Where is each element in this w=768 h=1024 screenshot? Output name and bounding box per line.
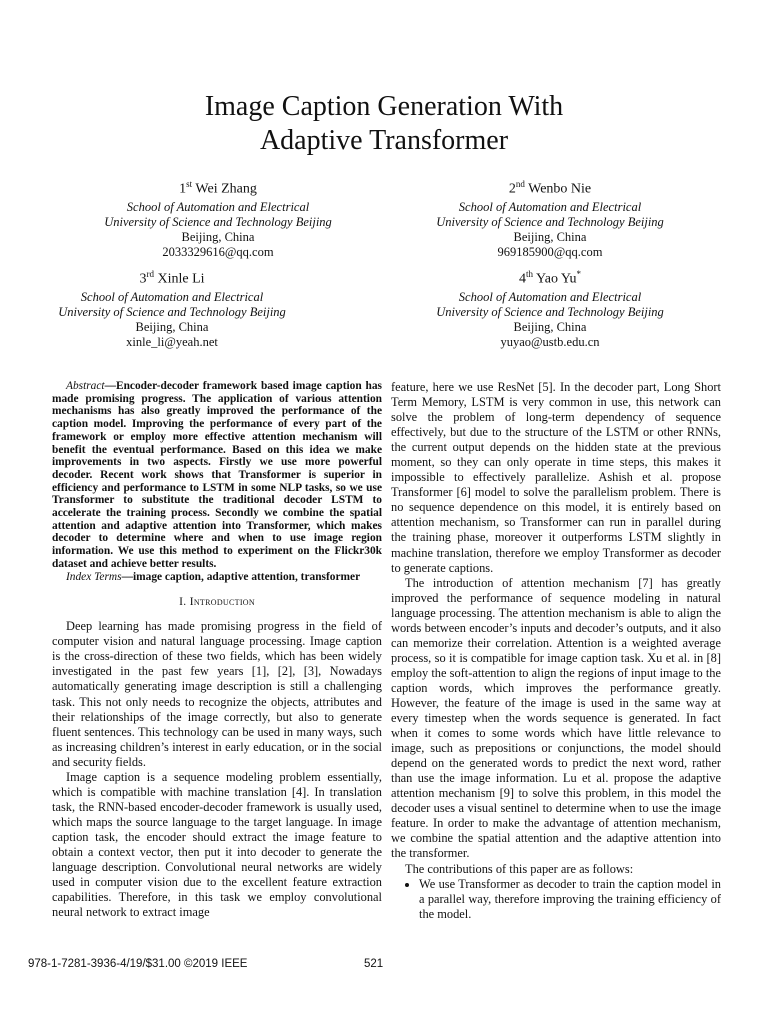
author-email: yuyao@ustb.edu.cn xyxy=(500,334,600,349)
author-affiliation-dept: School of Automation and Electrical xyxy=(458,289,642,304)
left-column xyxy=(52,380,382,920)
author-block-4 xyxy=(380,266,720,350)
abstract-lead: Abstract xyxy=(66,380,105,392)
author-affiliation-dept: School of Automation and Electrical xyxy=(80,289,264,304)
author-location: Beijing, China xyxy=(181,229,255,244)
title-line-1: Image Caption Generation With xyxy=(204,91,564,122)
author-location: Beijing, China xyxy=(513,229,587,244)
body-paragraph: feature, here we use ResNet [5]. In the decoder part, Long Short Term Memory, LSTM is very common in use, this network can solve the problem of long-term dependency of sequence effectively, but due to the structure of the LSTM or other RNNs, the current output depends on the hidden state at the previous moment, so they can only operate in time steps, this makes it impossible to effectively parallelize. Ashish et al. propose Transformer [6] model to solve the parallelism problem. There is no sequence dependence on this model, it is entirely based on attention mechanism, so Transformer can run in parallel during the training phase, moreover it outperforms LSTM slightly in machine translation, therefore we employ Transformer as decoder to generate captions. xyxy=(391,380,721,575)
title-line-2: Adaptive Transformer xyxy=(259,125,509,156)
author-email: 2033329616@qq.com xyxy=(162,244,274,259)
author-affiliation-dept: School of Automation and Electrical xyxy=(458,199,642,214)
author-affiliation-univ: University of Science and Technology Beijing xyxy=(58,304,286,319)
index-terms xyxy=(52,571,382,584)
author-location: Beijing, China xyxy=(135,319,209,334)
page-number: 521 xyxy=(364,958,384,970)
body-paragraph: The contributions of this paper are as follows: xyxy=(405,861,634,876)
author-name: 4th Yao Yu* xyxy=(519,269,581,287)
author-block-2 xyxy=(380,176,720,260)
list-item: • We use Transformer as decoder to train the caption model in a parallel way, therefore improving the training efficiency of the model. xyxy=(419,877,721,922)
right-column xyxy=(391,380,721,922)
author-name: 1st Wei Zhang xyxy=(179,179,257,197)
section-heading: I. Introduction xyxy=(179,594,255,609)
contributions-list xyxy=(391,877,721,922)
index-terms-lead: Index Terms xyxy=(66,570,122,583)
index-terms-text: —image caption, adaptive attention, transformer xyxy=(121,570,361,583)
author-affiliation-dept: School of Automation and Electrical xyxy=(126,199,310,214)
abstract xyxy=(52,380,382,571)
author-email: 969185900@qq.com xyxy=(497,244,603,259)
author-name: 3rd Xinle Li xyxy=(139,269,205,287)
body-paragraph: Image caption is a sequence modeling problem essentially, which is compatible with machine translation [4]. In translation task, the RNN-based encoder-decoder framework is usually used, which maps the source language to the target language. In image caption task, the encoder should extract the image feature to obtain a context vector, then put it into decoder to generate the language description. Convolutional neural networks are widely used in computer vision due to the excellent feature extraction capabilities. Therefore, in this task we employ convolutional neural network to extract image xyxy=(52,769,382,920)
body-paragraph: The introduction of attention mechanism [7] has greatly improved the performance of sequence modeling in natural language processing. The attention mechanism is able to align the words between encoder’s inputs and decoder’s outputs, and it also can memorize their correlation. Attention is a weighted average process, so it is compatible for image caption task. Xu et al. in [8] employ the soft-attention to align the regions of input image to the caption words, which improves the performance greatly. However, the feature of the image is used in the same way at every timestep when the words sequence is generated. In fact when it comes to some words which have little relevance to image, such as prepositions or conjunctions, the model should depend on the generated words to predict the next word, rather than use the image information. Lu et al. propose the adaptive attention mechanism [9] to solve this problem, in this model the decoder uses a visual sentinel to determine when to use the image feature. In order to make the advantage of attention mechanism, we combine the spatial attention and the adaptive attention into the transformer. xyxy=(391,575,721,861)
body-paragraph: Deep learning has made promising progress in the field of computer vision and natural language processing. Image caption is the cross-direction of these two fields, which has been widely investigated in the past few years [1], [2], [3], Nowadays automatically generating image description is still a challenging task. This not only needs to recognize the objects, attributes and their relationships of the image correctly, but also to generate fluent sentences. This technology can be used in many ways, such as increasing children’s interest in early education, or in the social and security fields. xyxy=(52,619,382,769)
paper-title xyxy=(0,90,768,158)
author-location: Beijing, China xyxy=(513,319,587,334)
author-affiliation-univ: University of Science and Technology Beijing xyxy=(436,304,664,319)
abstract-text: —Encoder-decoder framework based image caption has made promising progress. The application of various attention mechanisms has also greatly improved the performance of the caption model. Improving the performance of every part of the framework or employ more effective attention mechanism will benefit the eventual performance. Based on this idea we make improvements in two aspects. Firstly we use more powerful decoder. Recent work shows that Transformer is superior in efficiency and performance to LSTM in some NLP tasks, so we use Transformer to substitute the traditional decoder LSTM to accelerate the training process. Secondly we combine the spatial attention and adaptive attention into Transformer, which makes decoder to determine where and when to use image region information. We use this method to experiment on the Flickr30k dataset and achieve better results. xyxy=(52,380,382,570)
author-block-3 xyxy=(2,266,342,350)
author-affiliation-univ: University of Science and Technology Beijing xyxy=(436,214,664,229)
author-name: 2nd Wenbo Nie xyxy=(508,179,592,197)
author-affiliation-univ: University of Science and Technology Beijing xyxy=(104,214,332,229)
copyright-notice: 978-1-7281-3936-4/19/$31.00 ©2019 IEEE xyxy=(28,958,248,970)
author-email: xinle_li@yeah.net xyxy=(126,334,218,349)
author-block-1 xyxy=(48,176,388,260)
